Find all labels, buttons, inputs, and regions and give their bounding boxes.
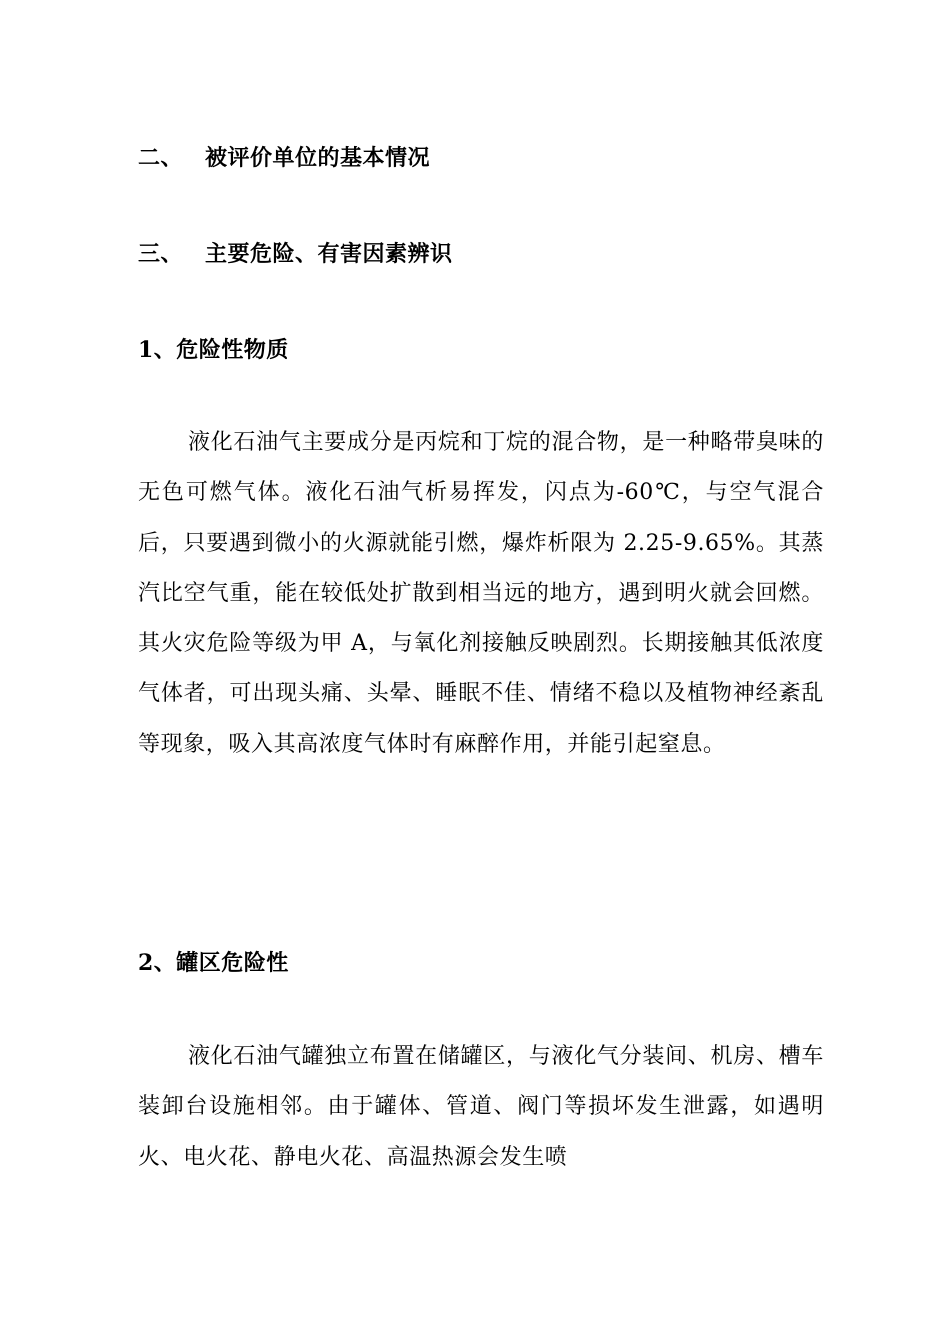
section-number: 二、 — [138, 145, 184, 171]
subsection-heading-1: 1、危险性物质 — [138, 337, 289, 363]
paragraph-tank-area-hazard: 液化石油气罐独立布置在储罐区，与液化气分装间、机房、槽车装卸台设施相邻。由于罐体、管道、阀门等损坏发生泄露，如遇明火、电火花、静电火花、高温热源会发生喷 — [138, 1044, 824, 1170]
section-title: 被评价单位的基本情况 — [205, 145, 431, 171]
section-title: 主要危险、有害因素辨识 — [205, 241, 453, 267]
subsection-heading-2: 2、罐区危险性 — [138, 950, 289, 976]
section-heading-2 — [138, 143, 430, 173]
section-heading-3 — [138, 239, 453, 269]
section-number: 三、 — [138, 241, 184, 267]
paragraph-hazardous-substance: 液化石油气主要成分是丙烷和丁烷的混合物，是一种略带臭味的无色可燃气体。液化石油气析易挥发，闪点为-60℃，与空气混合后，只要遇到微小的火源就能引燃，爆炸析限为 2.25-9.65%。其蒸汽比空气重，能在较低处扩散到相当远的地方，遇到明火就会回燃。其火灾危险等级为甲 A，与氧化剂接触反映剧烈。长期接触其低浓度气体者，可出现头痛、头晕、睡眠不佳、情绪不稳以及植物神经紊乱等现象，吸入其高浓度气体时有麻醉作用，并能引起窒息。 — [138, 430, 824, 757]
